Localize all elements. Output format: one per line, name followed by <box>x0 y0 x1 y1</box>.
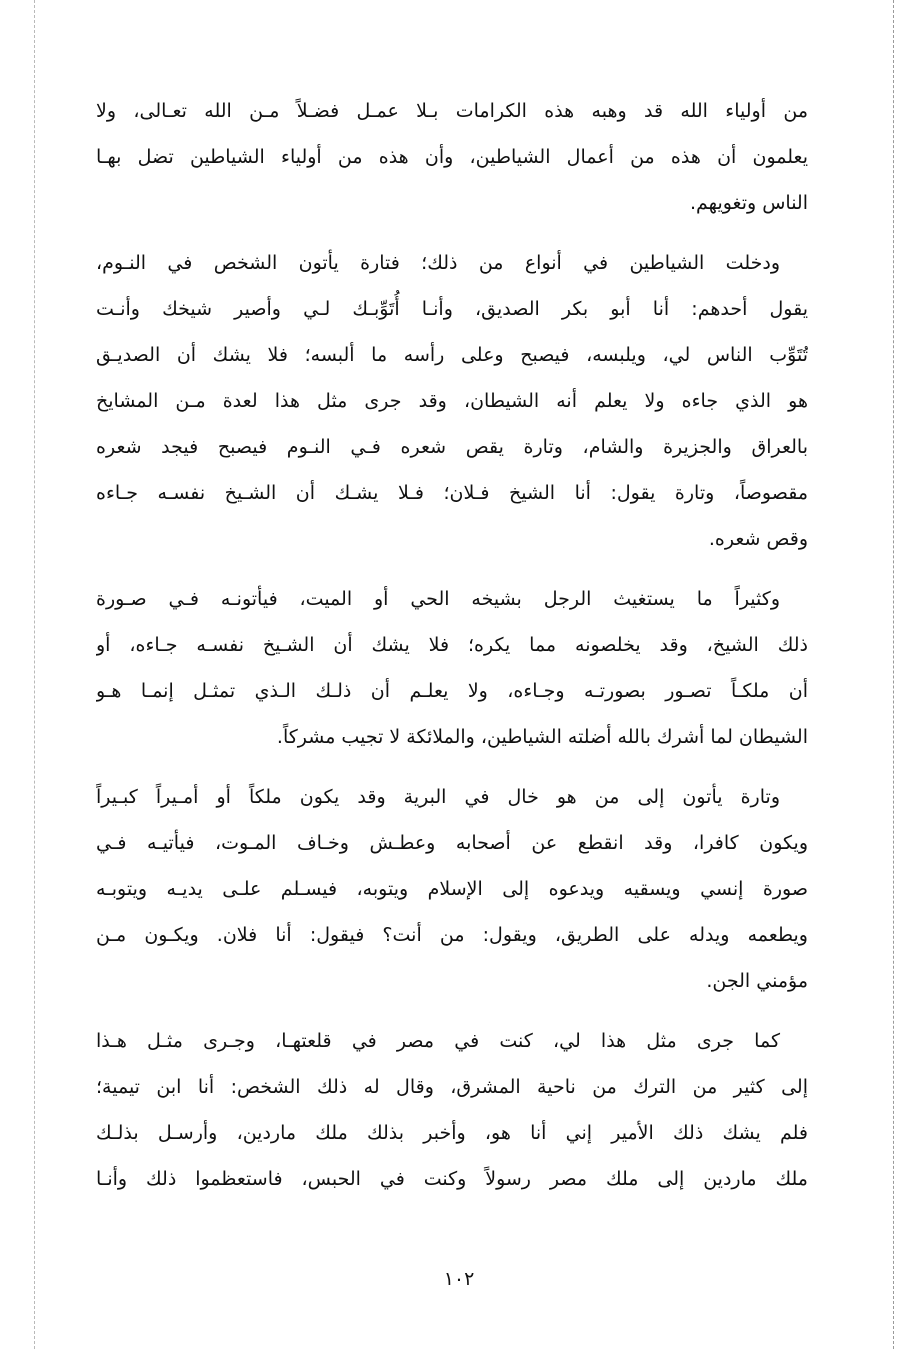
text-line: ذلك الشيخ، وقد يخلصونه مما يكره؛ فلا يشك أن الشـيخ نفسـه جـاءه، أو <box>96 634 808 656</box>
paragraph-1 <box>96 88 808 226</box>
text-line: ملك ماردين إلى ملك مصر رسولاً وكنت في الحبس، فاستعظموا ذلك وأنـا <box>96 1168 808 1190</box>
text-line: هو الذي جاءه ولا يعلم أنه الشيطان، وقد جرى مثل هذا لعدة مـن المشايخ <box>96 390 808 412</box>
text-line: ويكون كافرا، وقد انقطع عن أصحابه وعطـش وخـاف المـوت، فيأتيـه فـي <box>96 832 808 854</box>
text-line: إلى كثير من الترك من ناحية المشرق، وقال له ذلك الشخص: أنا ابن تيمية؛ <box>96 1076 808 1098</box>
text-line: مقصوصاً، وتارة يقول: أنا الشيخ فـلان؛ فـلا يشـك أن الشـيخ نفسـه جـاءه <box>96 482 808 504</box>
scan-edge-left <box>34 0 35 1349</box>
text-line: ويطعمه ويدله على الطريق، ويقول: من أنت؟ فيقول: أنا فلان. ويكـون مـن <box>96 924 808 946</box>
text-line: مؤمني الجن. <box>706 970 808 992</box>
page-number: ١٠٢ <box>443 1268 475 1290</box>
paragraph-3 <box>96 576 808 760</box>
text-line: وقص شعره. <box>708 528 808 550</box>
paragraph-2 <box>96 240 808 562</box>
text-line: الناس وتغويهم. <box>690 192 808 214</box>
text-line: وتارة يأتون إلى من هو خال في البرية وقد يكون ملكاً أو أمـيراً كبـيراً <box>96 786 780 808</box>
text-line: يقول أحدهم: أنا أبو بكر الصديق، وأنـا أُتَوِّبـك لـي وأصير شيخك وأنـت <box>96 298 808 320</box>
text-line: بالعراق والجزيرة والشام، وتارة يقص شعره فـي النـوم فيصبح فيجد شعره <box>96 436 808 458</box>
paragraph-4 <box>96 774 808 1004</box>
text-line: من أولياء الله قد وهبه هذه الكرامات بـلا عمـل فضـلاً مـن الله تعـالى، ولا <box>96 100 808 122</box>
text-line: صورة إنسي ويسقيه ويدعوه إلى الإسلام ويتوبه، فيسـلم علـى يديـه ويتوبـه <box>96 878 808 900</box>
text-line: كما جرى مثل هذا لي، كنت في مصر في قلعتهـا، وجـرى مثـل هـذا <box>96 1030 780 1052</box>
body-text <box>96 88 808 1216</box>
text-line: تُتَوِّب الناس لي، ويلبسه، فيصبح وعلى رأسه ما ألبسه؛ فلا يشك أن الصديـق <box>96 344 808 366</box>
text-line: يعلمون أن هذه من أعمال الشياطين، وأن هذه من أولياء الشياطين تضل بهـا <box>96 146 808 168</box>
text-line: ودخلت الشياطين في أنواع من ذلك؛ فتارة يأتون الشخص في النـوم، <box>96 252 780 274</box>
text-line: أن ملكـاً تصـور بصورتـه وجـاءه، ولا يعلـم أن ذلـك الـذي تمثـل إنمـا هـو <box>96 680 808 702</box>
paragraph-5 <box>96 1018 808 1202</box>
text-line: فلم يشك ذلك الأمير إني أنا هو، وأخبر بذلك ملك ماردين، وأرسـل بذلـك <box>96 1122 808 1144</box>
text-line: الشيطان لما أشرك بالله أضلته الشياطين، والملائكة لا تجيب مشركاً. <box>276 726 808 748</box>
text-line: وكثيراً ما يستغيث الرجل بشيخه الحي أو الميت، فيأتونـه فـي صـورة <box>96 588 780 610</box>
scan-edge-right <box>893 0 894 1349</box>
